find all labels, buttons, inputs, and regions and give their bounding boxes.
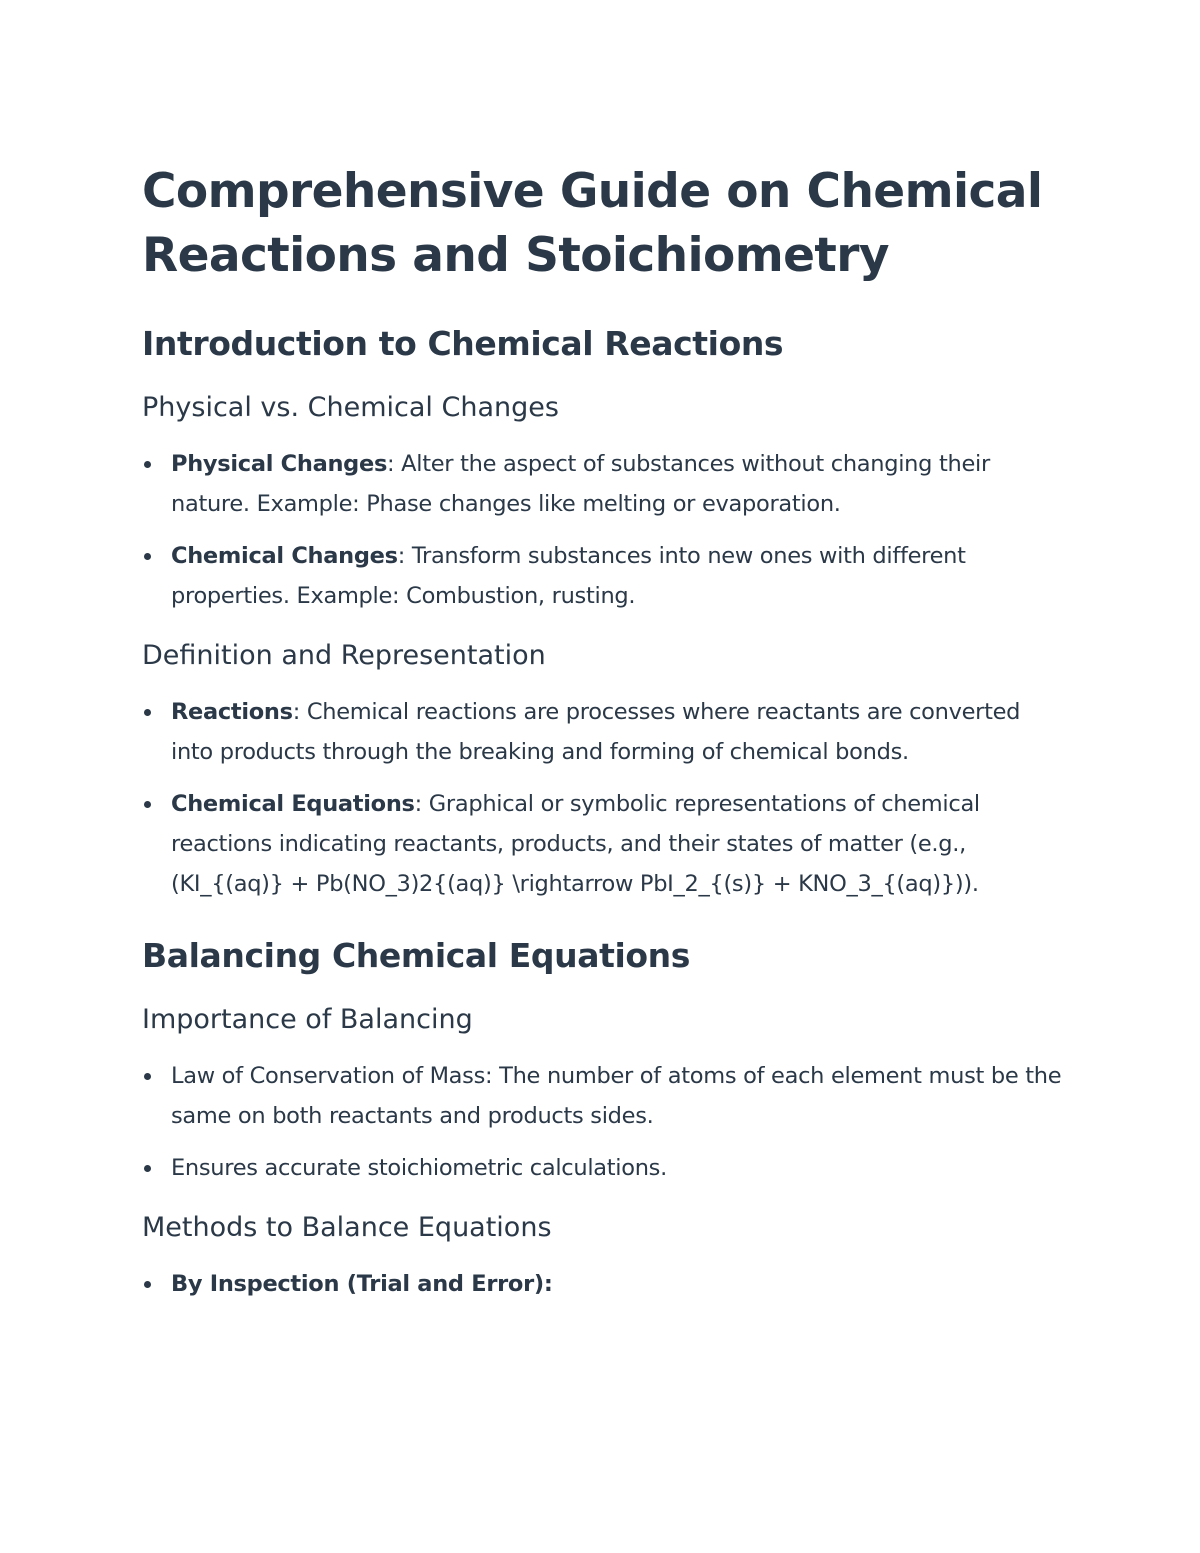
list-item-text: : Transform substances into new ones with different properties. Example: Combustion, rusting. bbox=[171, 543, 966, 609]
list-item-term: Reactions bbox=[171, 699, 293, 725]
list-item-text: Law of Conservation of Mass: The number of atoms of each element must be the same on both reactants and products sides. bbox=[171, 1063, 1062, 1129]
list-item bbox=[142, 784, 1062, 904]
bullet-icon bbox=[144, 1165, 151, 1172]
list-item-text: : Chemical reactions are processes where reactants are converted into products through the breaking and forming of chemical bonds. bbox=[171, 699, 1021, 765]
bullet-list bbox=[142, 692, 1062, 904]
bullet-list bbox=[142, 444, 1062, 616]
list-item bbox=[142, 536, 1062, 616]
list-item bbox=[142, 1148, 1062, 1188]
document-title: Comprehensive Guide on Chemical Reactions and Stoichiometry bbox=[142, 164, 1043, 283]
list-item-text: Ensures accurate stoichiometric calculations. bbox=[171, 1155, 667, 1181]
section-heading-balancing: Balancing Chemical Equations bbox=[142, 936, 691, 975]
list-item bbox=[142, 444, 1062, 524]
subsection-heading-definition: Definition and Representation bbox=[142, 640, 546, 671]
subsection-heading-importance: Importance of Balancing bbox=[142, 1004, 473, 1035]
list-item bbox=[142, 1056, 1062, 1136]
list-item-term: Physical Changes bbox=[171, 451, 388, 477]
bullet-list bbox=[142, 1056, 1062, 1188]
bullet-icon bbox=[144, 709, 151, 716]
subsection-heading-methods: Methods to Balance Equations bbox=[142, 1212, 552, 1243]
bullet-list bbox=[142, 1264, 1062, 1304]
list-item-term: Chemical Equations bbox=[171, 791, 415, 817]
document-page bbox=[142, 160, 1062, 1304]
bullet-icon bbox=[144, 461, 151, 468]
list-item-term: Chemical Changes bbox=[171, 543, 398, 569]
subsection-heading-physical-vs-chemical: Physical vs. Chemical Changes bbox=[142, 392, 559, 423]
list-item-term: By Inspection (Trial and Error): bbox=[171, 1271, 553, 1297]
list-item-text: : Alter the aspect of substances without changing their nature. Example: Phase changes like melting or evaporation. bbox=[171, 451, 990, 517]
bullet-icon bbox=[144, 553, 151, 560]
list-item bbox=[142, 1264, 1062, 1304]
list-item-text: : Graphical or symbolic representations of chemical reactions indicating reactants, products, and their states of matter (e.g., (KI_{(aq)} + Pb(NO_3)2{(aq)} \rightarrow PbI_2_{(s)} + KNO_3_{(aq)})). bbox=[171, 791, 980, 897]
section-heading-introduction: Introduction to Chemical Reactions bbox=[142, 324, 784, 363]
bullet-icon bbox=[144, 1281, 151, 1288]
list-item bbox=[142, 692, 1062, 772]
bullet-icon bbox=[144, 1073, 151, 1080]
bullet-icon bbox=[144, 801, 151, 808]
